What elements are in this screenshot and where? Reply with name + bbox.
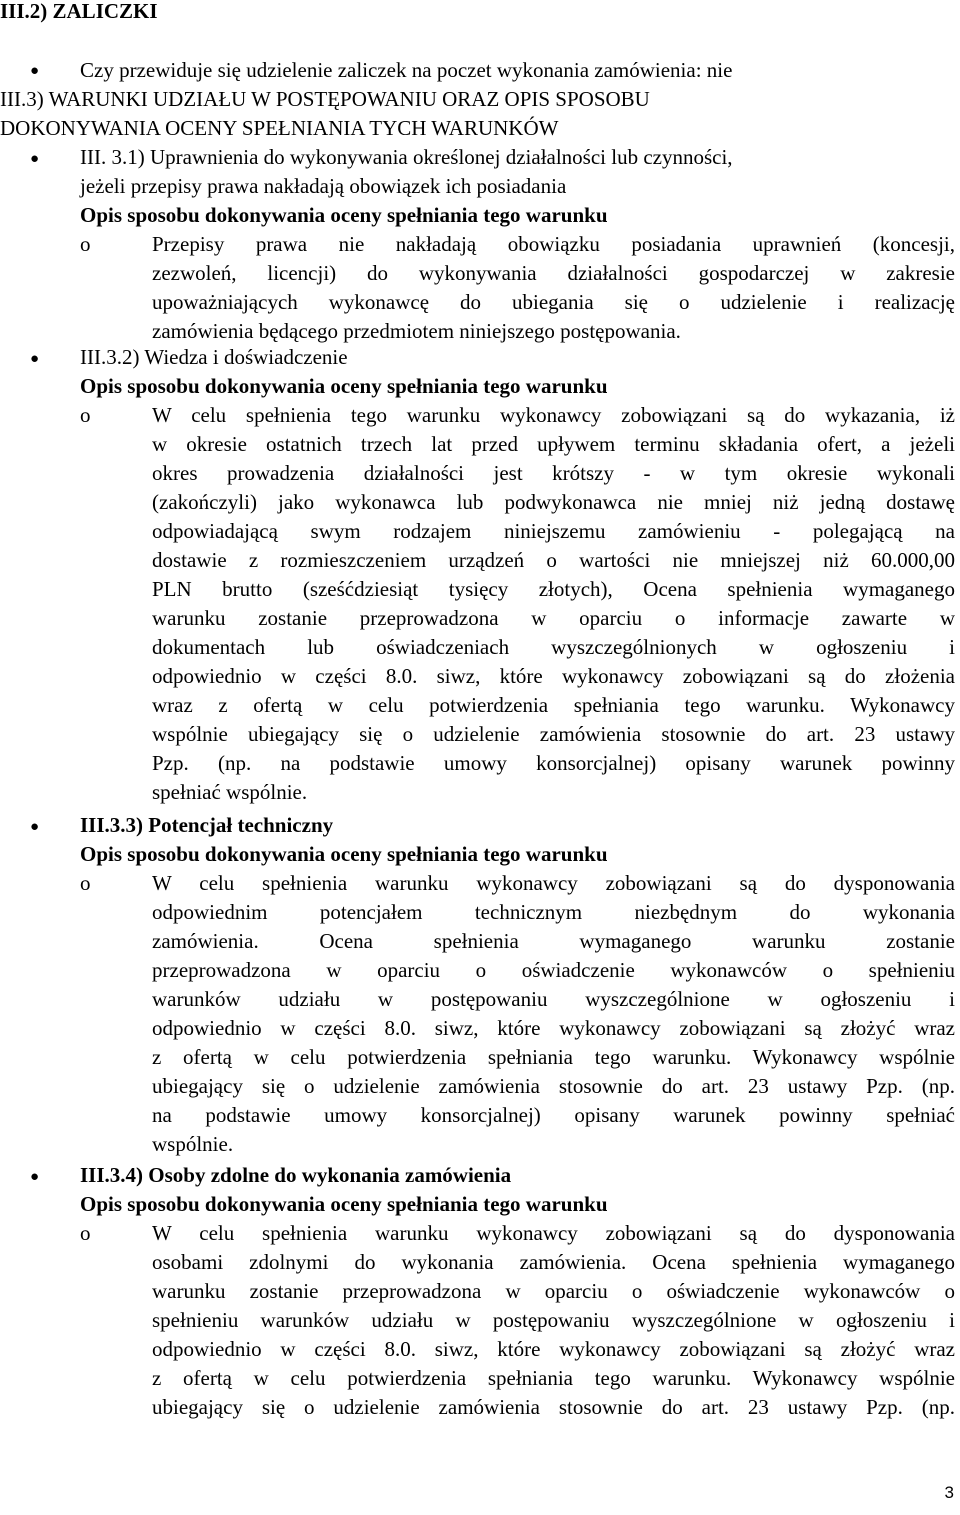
paragraph-line: spełniać wspólnie. xyxy=(152,780,308,804)
sub-bullet: o xyxy=(80,403,91,427)
paragraph-line: dokumentach lub oświadczeniach wyszczególnionych w ogłoszeniu i xyxy=(152,635,955,659)
paragraph-line: okres prowadzenia działalności jest krótszy - w tym okresie wykonali xyxy=(152,461,955,485)
paragraph-line: odpowiednio w części 8.0. siwz, które wykonawcy zobowiązani są złożyć wraz xyxy=(152,1016,955,1040)
paragraph-line: z ofertą w celu potwierdzenia spełniania tego warunku. Wykonawcy wspólnie xyxy=(152,1045,955,1069)
bullet: ● xyxy=(30,1169,40,1185)
section-heading-zaliczki: III.2) ZALICZKI xyxy=(0,0,158,23)
sub-bullet: o xyxy=(80,871,91,895)
zaliczki-question: Czy przewiduje się udzielenie zaliczek na poczet wykonania zamówienia: nie xyxy=(80,58,733,82)
paragraph-line: upoważniających wykonawcę do ubiegania się o udzielenie i realizację xyxy=(152,290,955,314)
bullet: ● xyxy=(30,63,40,79)
paragraph-line: W celu spełnienia tego warunku wykonawcy zobowiązani są do wykazania, iż xyxy=(152,403,955,427)
paragraph-line: na podstawie umowy konsorcjalnej) opisany warunek powinny spełniać xyxy=(152,1103,955,1127)
subsection-title-3-1: III. 3.1) Uprawnienia do wykonywania określonej działalności lub czynności, xyxy=(80,145,733,169)
paragraph-line: zamówienia. Ocena spełnienia wymaganego warunku zostanie xyxy=(152,929,955,953)
paragraph-line: PLN brutto (sześćdziesiąt tysięcy złotych), Ocena spełnienia wymaganego xyxy=(152,577,955,601)
opis-label: Opis sposobu dokonywania oceny spełniania tego warunku xyxy=(80,842,608,866)
bullet: ● xyxy=(30,351,40,367)
section-heading-warunki: III.3) WARUNKI UDZIAŁU W POSTĘPOWANIU ORAZ OPIS SPOSOBU xyxy=(0,87,650,111)
paragraph-line: zamówienia będącego przedmiotem niniejszego postępowania. xyxy=(152,319,681,343)
paragraph-line: wspólnie. xyxy=(152,1132,234,1156)
paragraph-line: W celu spełnienia warunku wykonawcy zobowiązani są do dysponowania xyxy=(152,1221,955,1245)
paragraph-line: z ofertą w celu potwierdzenia spełniania tego warunku. Wykonawcy wspólnie xyxy=(152,1366,955,1390)
paragraph-line: wspólnie ubiegający się o udzielenie zamówienia stosownie do art. 23 ustawy xyxy=(152,722,955,746)
paragraph-line: Pzp. (np. na podstawie umowy konsorcjalnej) opisany warunek powinny xyxy=(152,751,955,775)
paragraph-line: spełnieniu warunków udziału w postępowaniu wyszczególnione w ogłoszeniu i xyxy=(152,1308,955,1332)
paragraph-line: odpowiednio w części 8.0. siwz, które wykonawcy zobowiązani są złożyć wraz xyxy=(152,1337,955,1361)
paragraph-line: w okresie ostatnich trzech lat przed upływem terminu składania ofert, a jeżeli xyxy=(152,432,955,456)
paragraph-line: W celu spełnienia warunku wykonawcy zobowiązani są do dysponowania xyxy=(152,871,955,895)
sub-bullet: o xyxy=(80,232,91,256)
opis-label: Opis sposobu dokonywania oceny spełniania tego warunku xyxy=(80,374,608,398)
bullet: ● xyxy=(30,819,40,835)
paragraph-line: odpowiednim potencjałem technicznym niezbędnym do wykonania xyxy=(152,900,955,924)
sub-bullet: o xyxy=(80,1221,91,1245)
paragraph-line: dostawie z rozmieszczeniem urządzeń o wartości nie mniejszej niż 60.000,00 xyxy=(152,548,955,572)
opis-label: Opis sposobu dokonywania oceny spełniania tego warunku xyxy=(80,203,608,227)
subsection-title-3-2: III.3.2) Wiedza i doświadczenie xyxy=(80,345,348,369)
paragraph-line: przeprowadzona w oparciu o oświadczenie wykonawców o spełnieniu xyxy=(152,958,955,982)
paragraph-line: warunku zostanie przeprowadzona w oparciu o oświadczenie wykonawców o xyxy=(152,1279,955,1303)
section-heading-warunki-line2: DOKONYWANIA OCENY SPEŁNIANIA TYCH WARUNKÓW xyxy=(0,116,559,140)
paragraph-line: zezwoleń, licencji) do wykonywania działalności gospodarczej w zakresie xyxy=(152,261,955,285)
subsection-title-3-1-line2: jeżeli przepisy prawa nakładają obowiązek ich posiadania xyxy=(80,174,567,198)
paragraph-line: ubiegający się o udzielenie zamówienia stosownie do art. 23 ustawy Pzp. (np. xyxy=(152,1395,955,1419)
page-number: 3 xyxy=(944,1483,954,1502)
paragraph-line: odpowiadającą swym rodzajem niniejszemu zamówieniu - polegającą na xyxy=(152,519,955,543)
paragraph-line: osobami zdolnymi do wykonania zamówienia. Ocena spełnienia wymaganego xyxy=(152,1250,955,1274)
paragraph-line: (zakończyli) jako wykonawca lub podwykonawca nie mniej niż jedną dostawę xyxy=(152,490,955,514)
opis-label: Opis sposobu dokonywania oceny spełniania tego warunku xyxy=(80,1192,608,1216)
subsection-title-3-3: III.3.3) Potencjał techniczny xyxy=(80,813,334,837)
subsection-title-3-4: III.3.4) Osoby zdolne do wykonania zamówienia xyxy=(80,1163,512,1187)
paragraph-line: ubiegający się o udzielenie zamówienia stosownie do art. 23 ustawy Pzp. (np. xyxy=(152,1074,955,1098)
paragraph-line: Przepisy prawa nie nakładają obowiązku posiadania uprawnień (koncesji, xyxy=(152,232,955,256)
paragraph-line: warunku zostanie przeprowadzona w oparciu o informacje zawarte w xyxy=(152,606,955,630)
paragraph-line: warunków udziału w postępowaniu wyszczególnione w ogłoszeniu i xyxy=(152,987,955,1011)
paragraph-line: odpowiednio w części 8.0. siwz, które wykonawcy zobowiązani są do złożenia xyxy=(152,664,955,688)
paragraph-line: wraz z ofertą w celu potwierdzenia spełniania tego warunku. Wykonawcy xyxy=(152,693,955,717)
bullet: ● xyxy=(30,151,40,167)
